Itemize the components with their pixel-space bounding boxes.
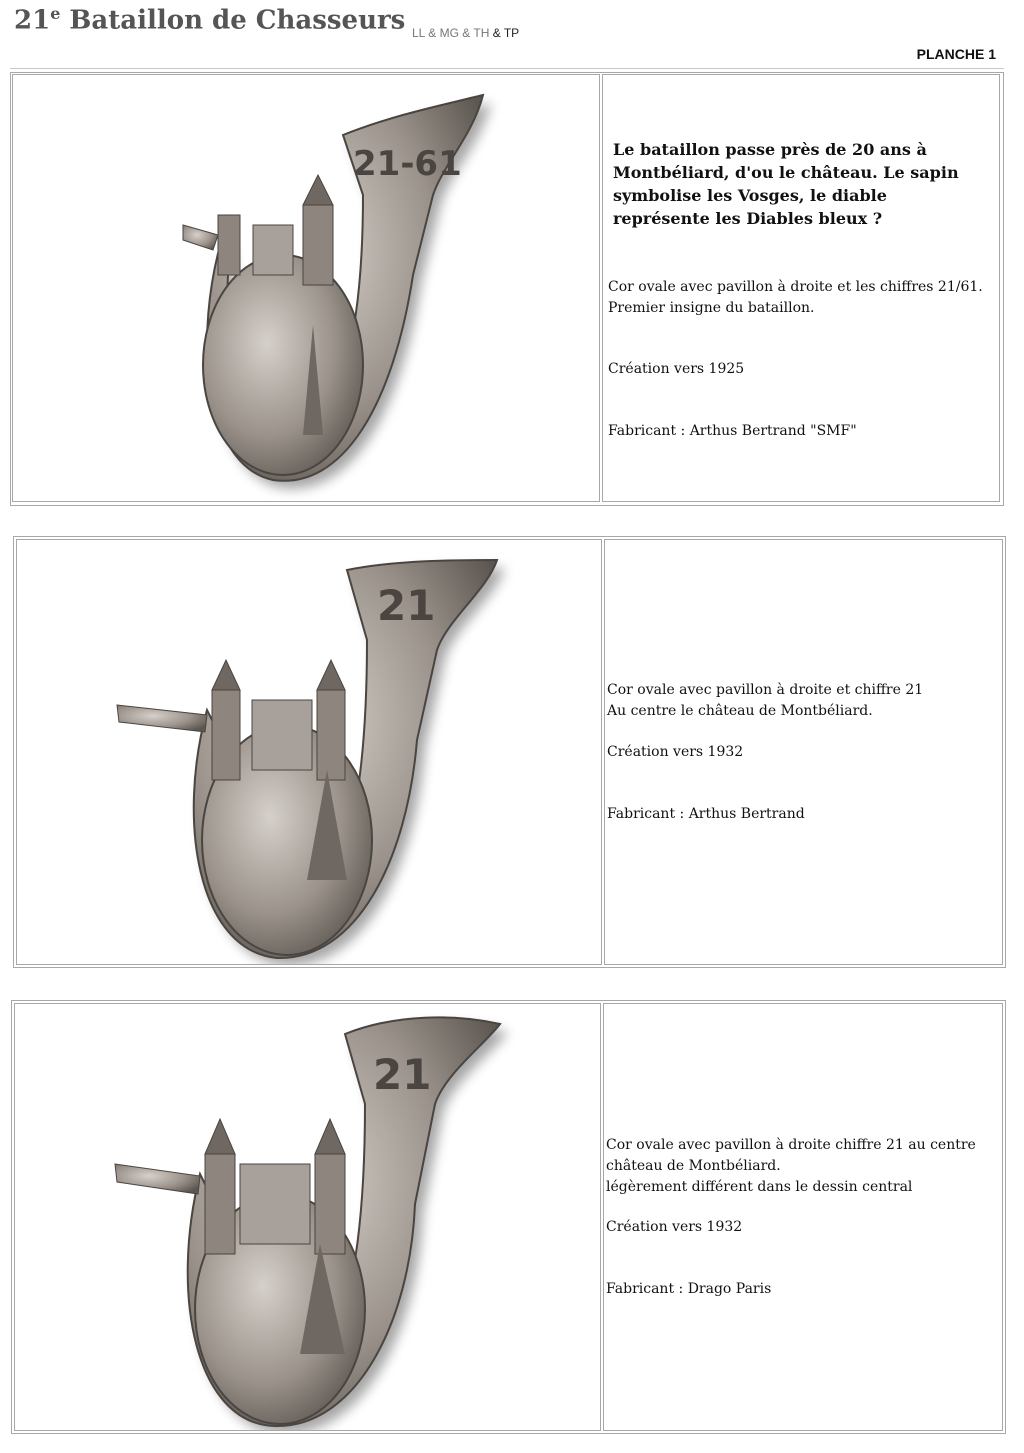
- badge-desc-2-line2: Au centre le château de Montbéliard.: [607, 703, 873, 719]
- badge-image-1: [13, 75, 600, 502]
- authors-tp: & TP: [489, 26, 520, 40]
- badge-creation-2: Création vers 1932: [607, 744, 744, 760]
- badge-desc-2: [607, 680, 997, 722]
- badge-image-cell-2: [16, 539, 602, 965]
- badge-creation-3: Création vers 1932: [606, 1219, 743, 1235]
- badge-image-cell-1: [12, 74, 600, 502]
- badge-image-3: [15, 1004, 601, 1431]
- badge-desc-3-line1: Cor ovale avec pavillon à droite chiffre 21 au centre: [606, 1137, 976, 1153]
- title-number: 21: [14, 5, 51, 36]
- badge-desc-1-line2: Premier insigne du bataillon.: [608, 300, 815, 316]
- badge-fabricant-1: Fabricant : Arthus Bertrand "SMF": [608, 423, 857, 439]
- badge-fabricant-3: Fabricant : Drago Paris: [606, 1281, 772, 1297]
- badge-desc-1-line1: Cor ovale avec pavillon à droite et les chiffres 21/61.: [608, 279, 983, 295]
- badge-number-2: 21: [377, 581, 436, 630]
- header-divider: [10, 68, 1004, 69]
- badge-desc-2-line1: Cor ovale avec pavillon à droite et chiffre 21: [607, 682, 924, 698]
- badge-fabricant-2: Fabricant : Arthus Bertrand: [607, 806, 805, 822]
- title-superscript: e: [50, 4, 61, 23]
- badge-desc-3-line3: légèrement différent dans le dessin central: [606, 1179, 913, 1195]
- title-text: Bataillon de Chasseurs: [60, 5, 406, 36]
- authors-initials: LL & MG & TH: [412, 26, 490, 40]
- authors: [412, 26, 519, 40]
- badge-lead-1: Le bataillon passe près de 20 ans à Montbéliard, d'ou le château. Le sapin symbolise les Vosges, le diable représente les Diables bleux ?: [613, 140, 959, 228]
- badge-desc-1: [608, 277, 998, 319]
- planche-label: PLANCHE 1: [916, 46, 996, 62]
- badge-number-1: 21-61: [353, 144, 462, 184]
- badge-creation-1: Création vers 1925: [608, 361, 745, 377]
- badge-image-2: [17, 540, 602, 965]
- page-title: [14, 4, 405, 36]
- badge-desc-3-line2: château de Montbéliard.: [606, 1158, 781, 1174]
- badge-number-3: 21: [373, 1050, 432, 1099]
- badge-desc-3: [606, 1135, 1001, 1198]
- badge-image-cell-3: [14, 1003, 601, 1431]
